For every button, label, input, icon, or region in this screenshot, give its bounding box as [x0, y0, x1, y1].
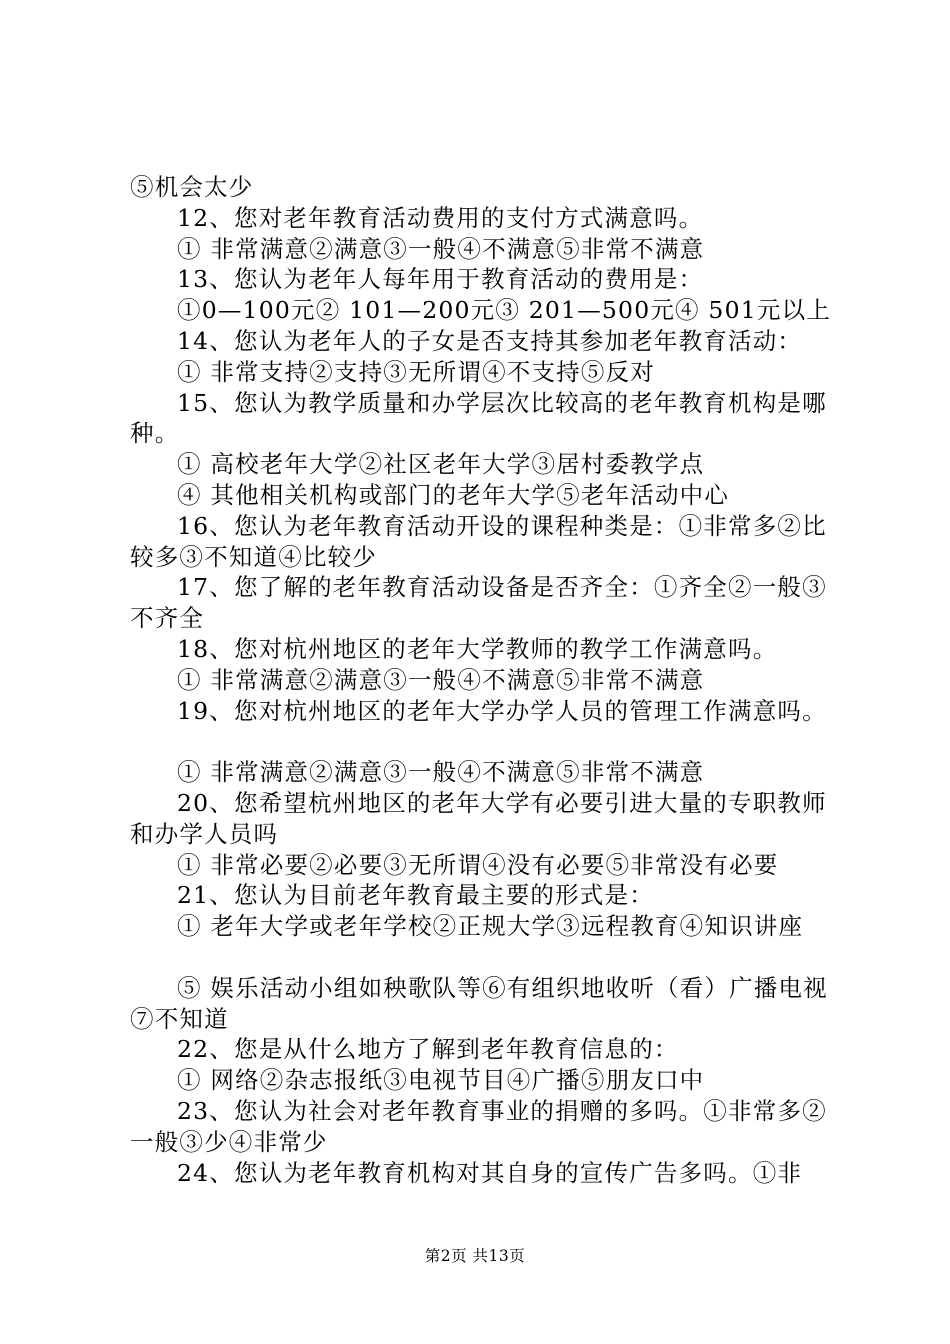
question-13: 13、您认为老年人每年用于教育活动的费用是：	[177, 265, 704, 294]
question-21-options-a: ① 老年大学或老年学校②正规大学③远程教育④知识讲座	[177, 912, 804, 941]
question-18: 18、您对杭州地区的老年大学教师的教学工作满意吗。	[177, 634, 778, 663]
question-19: 19、您对杭州地区的老年大学办学人员的管理工作满意吗。	[177, 696, 827, 725]
question-23: 23、您认为社会对老年教育事业的捐赠的多吗。①非常多②一般③少④非常少	[130, 1096, 827, 1156]
question-20-options: ① 非常必要②必要③无所谓④没有必要⑤非常没有必要	[177, 850, 779, 879]
question-15: 15、您认为教学质量和办学层次比较高的老年教育机构是哪种。	[130, 388, 827, 448]
question-12-options: ① 非常满意②满意③一般④不满意⑤非常不满意	[177, 234, 705, 263]
question-19-options: ① 非常满意②满意③一般④不满意⑤非常不满意	[177, 758, 705, 787]
question-20: 20、您希望杭州地区的老年大学有必要引进大量的专职教师和办学人员吗	[130, 788, 827, 848]
page-number-footer: 第2页 共13页	[424, 1247, 526, 1265]
question-22-options: ① 网络②杂志报纸③电视节目④广播⑤朋友口中	[177, 1066, 705, 1095]
question-15-options-a: ① 高校老年大学②社区老年大学③居村委教学点	[177, 450, 705, 479]
question-21-options-b: ⑤ 娱乐活动小组如秧歌队等⑥有组织地收听（看）广播电视⑦不知道	[130, 973, 828, 1033]
question-12: 12、您对老年教育活动费用的支付方式满意吗。	[177, 203, 704, 232]
question-22: 22、您是从什么地方了解到老年教育信息的：	[177, 1035, 679, 1064]
question-16: 16、您认为老年教育活动开设的课程种类是：①非常多②比较多③不知道④比较少	[130, 511, 827, 571]
question-17: 17、您了解的老年教育活动设备是否齐全：①齐全②一般③不齐全	[130, 573, 827, 633]
blank-line	[130, 942, 836, 973]
question-24: 24、您认为老年教育机构对其自身的宣传广告多吗。①非	[177, 1158, 803, 1187]
document-body	[130, 172, 836, 1188]
paragraph-option-5-few-chances: ⑤机会太少	[130, 173, 254, 201]
question-14-options: ① 非常支持②支持③无所谓④不支持⑤反对	[177, 357, 655, 386]
blank-line	[130, 726, 836, 757]
question-21: 21、您认为目前老年教育最主要的形式是：	[177, 881, 654, 910]
question-18-options: ① 非常满意②满意③一般④不满意⑤非常不满意	[177, 665, 705, 694]
question-14: 14、您认为老年人的子女是否支持其参加老年教育活动：	[177, 326, 803, 355]
question-15-options-b: ④ 其他相关机构或部门的老年大学⑤老年活动中心	[177, 480, 730, 509]
question-13-options: ①0—100元② 101—200元③ 201—500元④ 501元以上	[177, 296, 831, 325]
